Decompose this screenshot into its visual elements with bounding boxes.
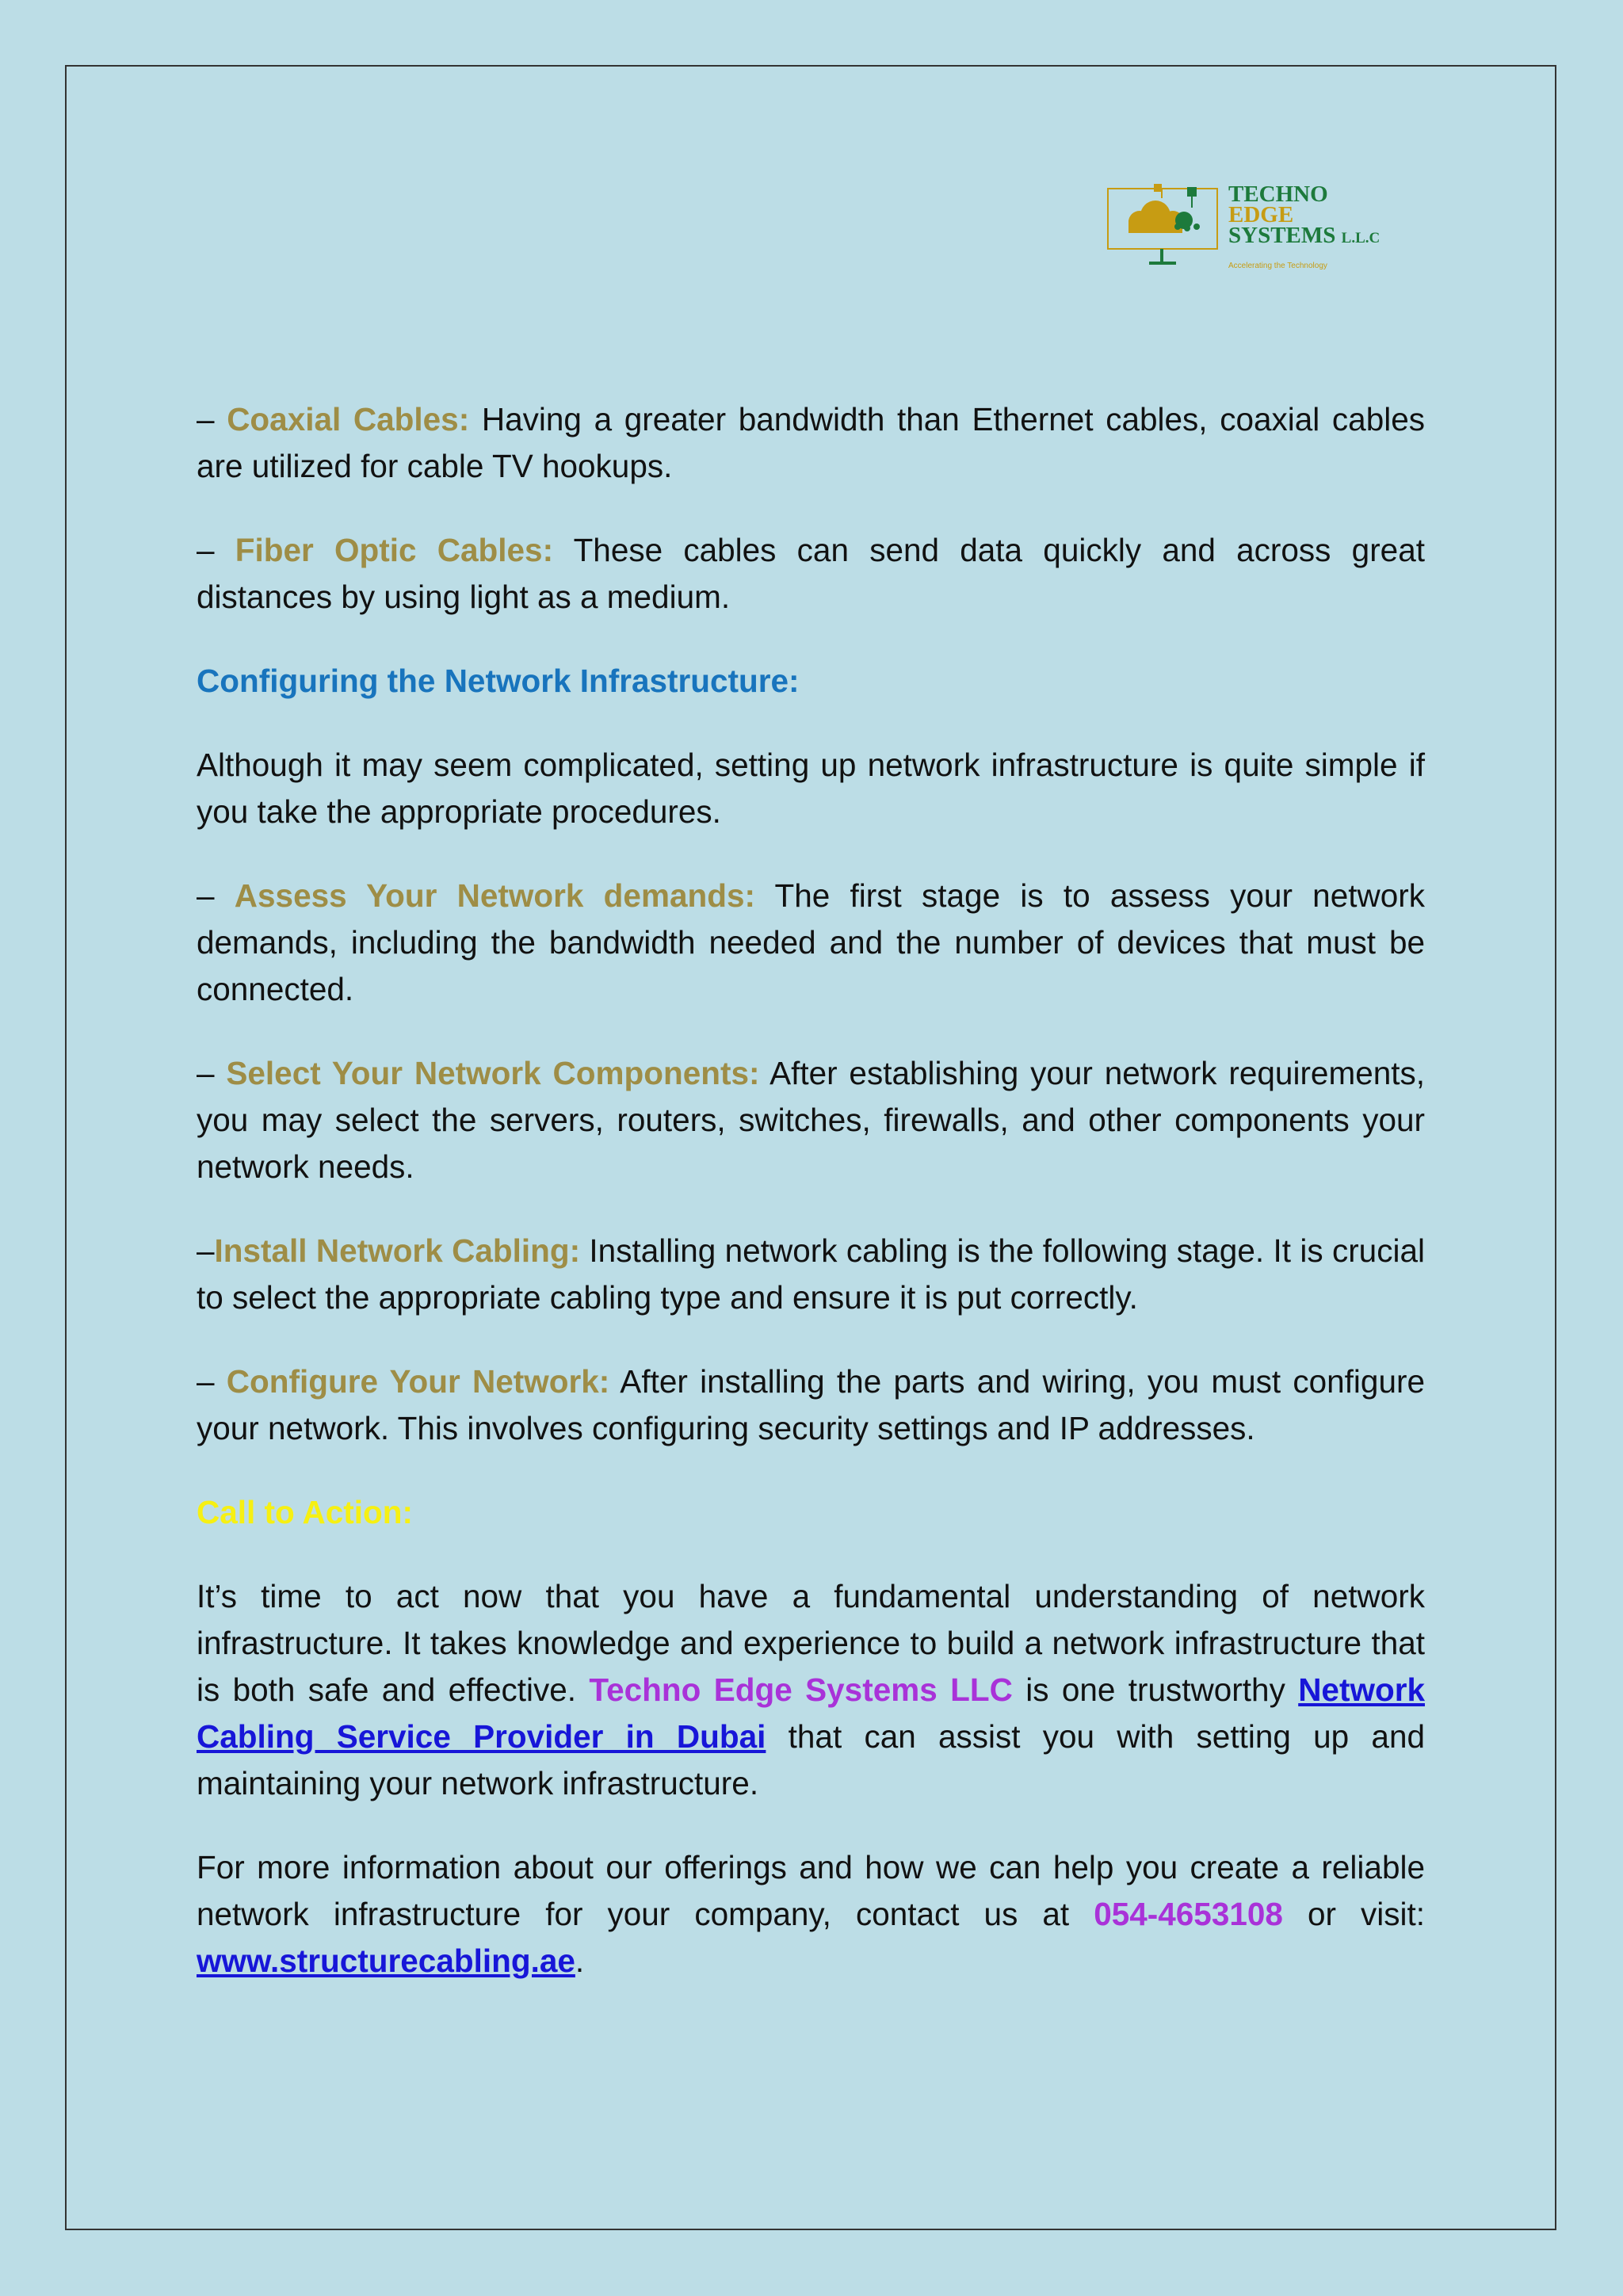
article-body [197, 396, 1425, 2022]
paragraph-configure [197, 1358, 1425, 1452]
logo-line-3: SYSTEMS L.L.C [1228, 223, 1381, 248]
bullet-dash: – [197, 877, 215, 914]
bullet-dash: – [197, 532, 215, 568]
cloud-monitor-icon [1106, 179, 1225, 274]
text-assess: The first stage is to assess your network demands, including the bandwidth needed and the number of devices that must be connected. [197, 877, 1425, 1007]
logo-line-2: EDGE [1228, 202, 1294, 227]
paragraph-cta: It’s time to act now that you have a fundamental understanding of network infrastructure. It takes knowledge and experience to build a network infrastructure that is both safe and effective. Techno Edge Systems LLC is one trustworthy Network Cabling Service Provider in Dubai that can assist you with setting up and maintaining your network infrastructure. [197, 1578, 1425, 1801]
website-link[interactable]: www.structurecabling.ae [197, 1943, 575, 1979]
bullet-dash: – [197, 1232, 215, 1269]
paragraph-assess [197, 873, 1425, 1013]
paragraph-coaxial [197, 396, 1425, 490]
label-coaxial: Coaxial Cables: [227, 401, 470, 437]
company-logo [1106, 179, 1439, 274]
paragraph-fiber [197, 527, 1425, 621]
logo-suffix: L.L.C [1341, 230, 1381, 246]
text-configure: After installing the parts and wiring, you must configure your network. This involves configuring security settings and IP addresses. [197, 1363, 1425, 1446]
text-select: After establishing your network requirements, you may select the servers, routers, switches, firewalls, and other components your network needs. [197, 1055, 1425, 1185]
paragraph-contact: For more information about our offerings and how we can help you create a reliable network infrastructure for your company, contact us at 054-4653108 or visit: www.structurecabling.ae. [197, 1849, 1426, 1979]
logo-wordmark [1228, 181, 1381, 249]
heading-call-to-action: Call to Action: [197, 1494, 413, 1530]
label-fiber: Fiber Optic Cables: [235, 532, 554, 568]
bullet-dash: – [197, 1055, 215, 1091]
heading-configuring: Configuring the Network Infrastructure: [197, 663, 800, 699]
text-install: Installing network cabling is the following stage. It is crucial to select the appropriate cabling type and ensure it is put correctly. [197, 1232, 1425, 1316]
text-fiber: These cables can send data quickly and across great distances by using light as a medium. [197, 532, 1425, 615]
label-assess: Assess Your Network demands: [234, 877, 755, 914]
text-coaxial: Having a greater bandwidth than Ethernet cables, coaxial cables are utilized for cable TV hookups. [197, 401, 1425, 484]
logo-line-1: TECHNO [1228, 181, 1328, 207]
bullet-dash: – [197, 1363, 215, 1400]
paragraph-select [197, 1050, 1425, 1190]
label-configure: Configure Your Network: [226, 1363, 610, 1400]
company-name: Techno Edge Systems LLC [589, 1671, 1013, 1708]
paragraph-intro: Although it may seem complicated, setting up network infrastructure is quite simple if you take the appropriate procedures. [197, 747, 1425, 830]
paragraph-install [197, 1228, 1425, 1321]
service-provider-link[interactable]: Network Cabling Service Provider in Dubai [197, 1671, 1425, 1755]
bullet-dash: – [197, 401, 215, 437]
phone-number: 054-4653108 [1094, 1896, 1283, 1932]
logo-tagline: Accelerating the Technology [1228, 262, 1327, 270]
label-select: Select Your Network Components: [226, 1055, 760, 1091]
label-install: Install Network Cabling: [214, 1232, 581, 1269]
